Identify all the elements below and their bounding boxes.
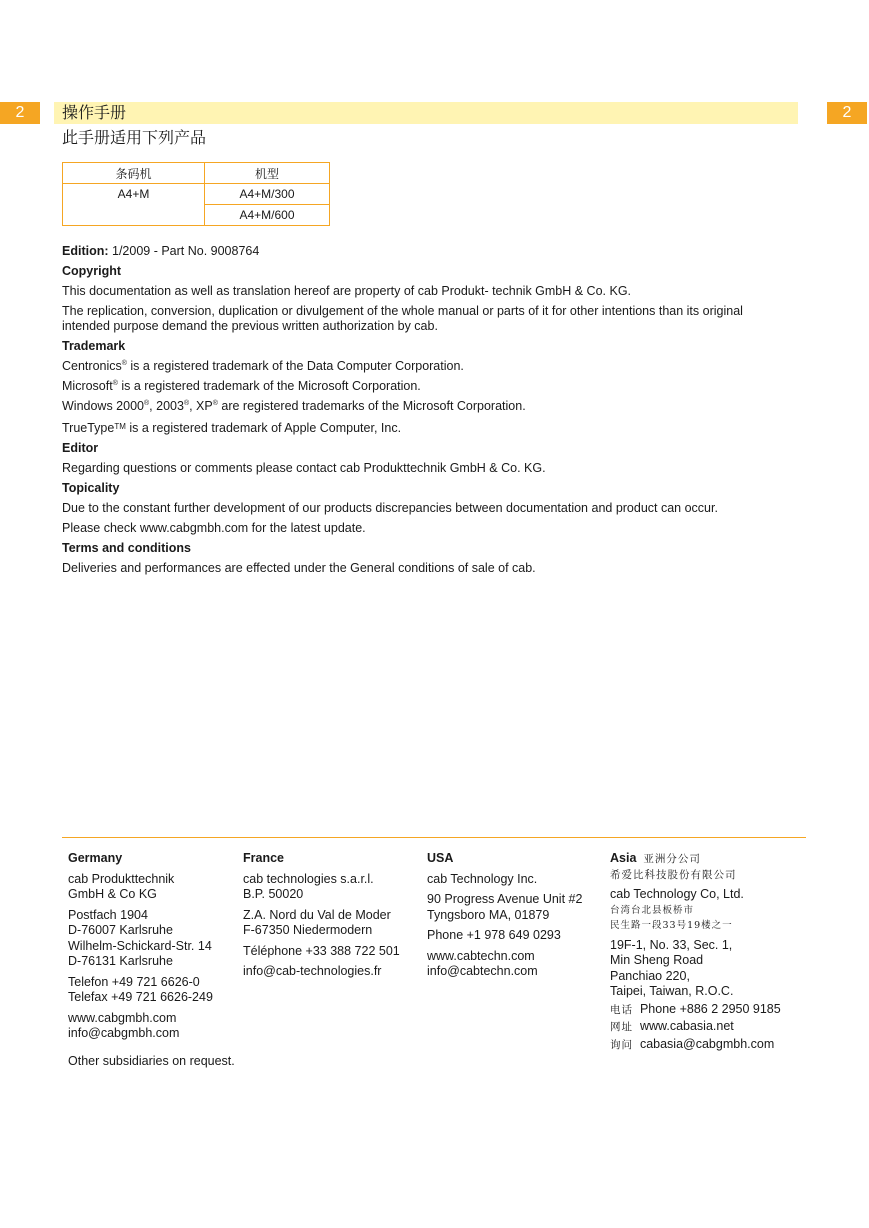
page-subtitle: 此手册适用下列产品 (62, 128, 207, 147)
registered-mark: ® (112, 380, 118, 387)
contact-phone: Phone +1 978 649 0293 (427, 928, 561, 942)
contact-heading-cn: 亚洲分公司 (643, 853, 701, 865)
registered-mark: ® (183, 400, 190, 407)
table-row (63, 184, 330, 205)
trademark-mark: TM (114, 422, 126, 431)
contact-website: www.cabgmbh.com (68, 1010, 177, 1025)
other-subsidiaries: Other subsidiaries on request. (68, 1054, 235, 1068)
legal-text (62, 244, 792, 581)
contact-line: D-76131 Karlsruhe (68, 954, 173, 968)
trademark-centronics (62, 359, 792, 374)
web-value: www.cabasia.net (639, 1019, 734, 1033)
page-number-right: 2 (827, 102, 867, 124)
contact-phone: Téléphone +33 388 722 501 (243, 943, 400, 958)
contact-line: Panchiao 220, (610, 968, 690, 983)
phone-label-cn: 电话 (610, 1003, 633, 1016)
contact-line: Telefon +49 721 6626-0 (68, 974, 200, 989)
topicality-heading: Topicality (62, 481, 120, 495)
registered-mark: ® (212, 400, 218, 407)
trademark-microsoft (62, 379, 792, 394)
table-cell-model: A4+M/600 (205, 205, 330, 226)
contact-website: www.cabtechn.com (427, 948, 535, 963)
contact-heading: Asia (610, 851, 637, 865)
edition-value: 1/2009 - Part No. 9008764 (108, 244, 260, 258)
contact-line: Tyngsboro MA, 01879 (427, 907, 550, 922)
email-label-cn: 询问 (610, 1038, 633, 1051)
table-header-model: 机型 (205, 163, 330, 184)
tm-name: Microsoft (62, 379, 113, 393)
contact-email (610, 1037, 781, 1054)
tm-text: is a registered trademark of Apple Computer, Inc. (125, 421, 402, 435)
contact-address (68, 908, 213, 970)
editor-text: Regarding questions or comments please contact cab Produkttechnik GmbH & Co. KG. (62, 461, 546, 475)
table-header-row (63, 163, 330, 184)
contact-company (68, 872, 213, 903)
contact-email: info@cab-technologies.fr (243, 964, 382, 978)
contact-phone (68, 975, 213, 1006)
contact-heading: USA (427, 851, 454, 865)
tm-name: TrueType (62, 421, 115, 435)
contact-line: cab technologies s.a.r.l. (243, 871, 374, 886)
tm-name: Windows 2000 (62, 399, 144, 413)
contact-usa (427, 851, 582, 985)
phone-value: Phone +886 2 2950 9185 (639, 1001, 781, 1016)
topicality-text-2: Please check www.cabgmbh.com for the latest update. (62, 521, 366, 535)
contact-asia (610, 851, 781, 1053)
contact-web (427, 949, 582, 980)
footer-divider (62, 837, 806, 838)
contact-line: cab Produkttechnik (68, 871, 175, 886)
tm-name: Centronics (62, 359, 122, 373)
contact-phone (610, 1002, 781, 1019)
contact-line: 19F-1, No. 33, Sec. 1, (610, 937, 733, 952)
contact-germany (68, 851, 213, 1047)
contact-line: Taipei, Taiwan, R.O.C. (610, 984, 734, 998)
contact-web (68, 1011, 213, 1042)
terms-heading: Terms and conditions (62, 541, 191, 555)
editor-heading: Editor (62, 441, 99, 455)
trademark-truetype (62, 419, 792, 436)
contact-company (243, 872, 400, 903)
contact-heading: France (243, 851, 284, 865)
tm-text: are registered trademarks of the Microsoft Corporation. (217, 399, 526, 413)
contact-website (610, 1019, 781, 1036)
contact-line: GmbH & Co KG (68, 887, 157, 901)
tm-name: , XP (189, 399, 213, 413)
contact-heading: Germany (68, 851, 123, 865)
contact-line: D-76007 Karlsruhe (68, 923, 173, 937)
contact-company: cab Technology Inc. (427, 871, 538, 886)
contact-address (427, 892, 582, 923)
web-label-cn: 网址 (610, 1021, 633, 1033)
edition-label: Edition: (62, 244, 109, 258)
contact-email: info@cabtechn.com (427, 964, 538, 978)
table-header-printer: 条码机 (63, 163, 205, 184)
contact-company: cab Technology Co, Ltd. (610, 887, 744, 901)
contact-line: B.P. 50020 (243, 887, 304, 901)
contact-line: Postfach 1904 (68, 907, 148, 922)
registered-mark: ® (144, 400, 150, 407)
email-value: cabasia@cabgmbh.com (639, 1036, 775, 1051)
contact-line: Wilhelm-Schickard-Str. 14 (68, 938, 212, 953)
contact-email: info@cabgmbh.com (68, 1026, 180, 1040)
registered-mark: ® (121, 360, 127, 367)
contact-line: F-67350 Niedermodern (243, 923, 373, 937)
contact-line: Telefax +49 721 6626-249 (68, 990, 213, 1004)
trademark-windows (62, 399, 792, 414)
contact-address-cn: 台湾台北县板桥市 (610, 904, 695, 916)
trademark-heading: Trademark (62, 339, 126, 353)
tm-text: is a registered trademark of the Data Computer Corporation. (126, 359, 464, 373)
tm-text: is a registered trademark of the Microsoft Corporation. (117, 379, 421, 393)
copyright-heading: Copyright (62, 264, 122, 278)
contact-france (243, 851, 400, 985)
terms-text: Deliveries and performances are effected under the General conditions of sale of cab. (62, 561, 536, 575)
contact-line: Min Sheng Road (610, 953, 704, 967)
section-header: 操作手册 (54, 102, 798, 124)
contact-address (243, 908, 400, 939)
table-cell-printer: A4+M (63, 184, 205, 226)
products-table (62, 162, 330, 226)
contact-company-cn: 希爱比科技股份有限公司 (610, 868, 737, 881)
table-cell-model: A4+M/300 (205, 184, 330, 205)
page-number-left: 2 (0, 102, 40, 124)
copyright-text-2: The replication, conversion, duplication or divulgement of the whole manual or parts of it for other intentions than its original intended purpose demand the previous written authorization by cab. (62, 304, 743, 333)
edition-line (62, 244, 792, 259)
topicality-text-1: Due to the constant further development of our products discrepancies between documentation and product can occur. (62, 501, 718, 515)
tm-name: , 2003 (149, 399, 184, 413)
contact-address-cn: 民生路一段33号19楼之一 (610, 920, 733, 931)
copyright-text-1: This documentation as well as translation hereof are property of cab Produkt- technik GmbH & Co. KG. (62, 284, 632, 298)
asia-heading-row (610, 851, 781, 868)
contact-line: Z.A. Nord du Val de Moder (243, 907, 391, 922)
contact-line: 90 Progress Avenue Unit #2 (427, 892, 583, 906)
